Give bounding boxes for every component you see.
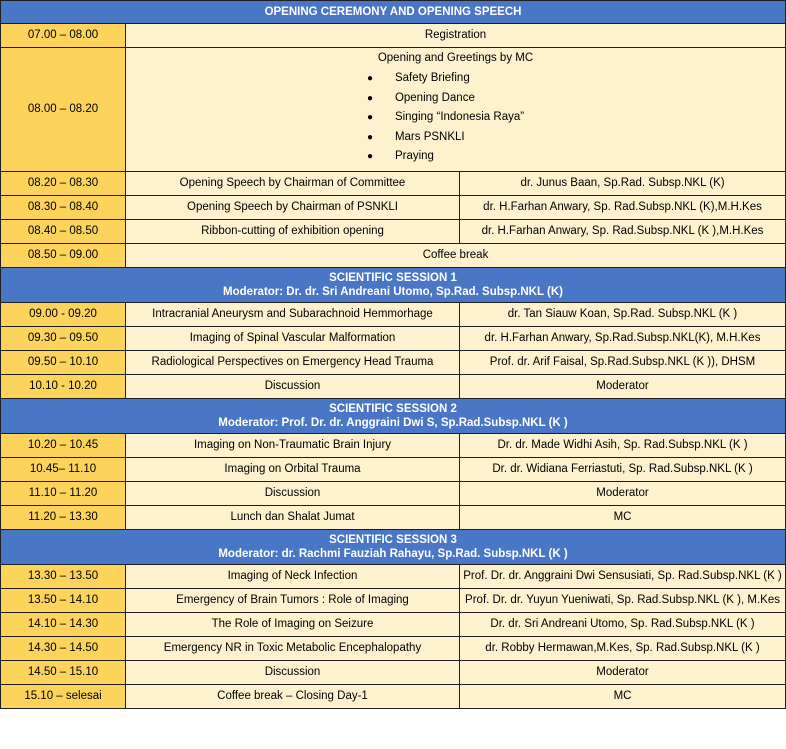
speaker-cell: Dr. dr. Widiana Ferriastuti, Sp. Rad.Subsp.NKL (K ) [460,457,786,481]
session-moderator [4,285,782,299]
moderator-label: Moderator: [218,416,279,429]
speaker-cell: Moderator [460,374,786,398]
list-item [367,89,524,109]
list-item-label: Opening Dance [394,91,475,104]
event-cell: Imaging of Neck Infection [126,564,460,588]
table-row [1,433,786,457]
table-row [1,302,786,326]
time-cell: 10.45– 11.10 [1,457,126,481]
speaker-cell: MC [460,505,786,529]
time-cell: 08.20 – 08.30 [1,171,126,195]
session-title: SCIENTIFIC SESSION 2 [329,402,457,415]
table-row [1,505,786,529]
time-cell: 08.50 – 09.00 [1,243,126,267]
speaker-cell: Dr. dr. Made Widhi Asih, Sp. Rad.Subsp.NKL (K ) [460,433,786,457]
table-row [1,660,786,684]
list-item-label: Safety Briefing [394,72,470,85]
moderator-name: Dr. dr. Sri Andreani Utomo, Sp.Rad. Subsp.NKL (K) [283,285,563,298]
session-2-header-row [1,398,786,433]
bullet-icon: ● [366,131,373,143]
speaker-cell: dr. H.Farhan Anwary, Sp. Rad.Subsp.NKL (K ),M.H.Kes [460,219,786,243]
speaker-cell: Prof. Dr. dr. Anggraini Dwi Sensusiati, Sp. Rad.Subsp.NKL (K ) [460,564,786,588]
event-cell: Emergency NR in Toxic Metabolic Encephalopathy [126,636,460,660]
time-cell: 10.10 - 10.20 [1,374,126,398]
table-row [1,564,786,588]
table-row [1,195,786,219]
event-cell: The Role of Imaging on Seizure [126,612,460,636]
session-moderator [4,416,782,430]
moderator-name: Prof. Dr. dr. Anggraini Dwi S, Sp.Rad.Subsp.NKL (K ) [278,416,568,429]
table-row [1,374,786,398]
time-cell: 13.50 – 14.10 [1,588,126,612]
opening-header-row [1,1,786,24]
session-moderator [4,547,782,561]
table-row [1,350,786,374]
event-cell: Opening Speech by Chairman of PSNKLI [126,195,460,219]
event-cell: Discussion [126,374,460,398]
time-cell: 15.10 – selesai [1,684,126,708]
table-row [1,243,786,267]
table-row [1,171,786,195]
list-item [367,147,524,167]
table-row [1,47,786,171]
mc-heading: Opening and Greetings by MC [377,52,534,65]
mc-block-cell [126,47,786,171]
event-cell: Registration [126,23,786,47]
table-row [1,326,786,350]
bullet-icon: ● [366,73,373,85]
session-header [1,398,786,433]
speaker-cell: dr. Junus Baan, Sp.Rad. Subsp.NKL (K) [460,171,786,195]
list-item [367,69,524,89]
time-cell: 09.50 – 10.10 [1,350,126,374]
opening-title: OPENING CEREMONY AND OPENING SPEECH [1,1,786,24]
speaker-cell: Prof. dr. Arif Faisal, Sp.Rad.Subsp.NKL (K )), DHSM [460,350,786,374]
event-cell: Opening Speech by Chairman of Committee [126,171,460,195]
speaker-cell: MC [460,684,786,708]
mc-item-list [366,69,525,167]
speaker-cell: dr. H.Farhan Anwary, Sp. Rad.Subsp.NKL (K),M.H.Kes [460,195,786,219]
time-cell: 10.20 – 10.45 [1,433,126,457]
event-cell: Coffee break [126,243,786,267]
speaker-cell: dr. Robby Hermawan,M.Kes, Sp. Rad.Subsp.NKL (K ) [460,636,786,660]
speaker-cell: Dr. dr. Sri Andreani Utomo, Sp. Rad.Subsp.NKL (K ) [460,612,786,636]
event-cell: Ribbon-cutting of exhibition opening [126,219,460,243]
time-cell: 08.00 – 08.20 [1,47,126,171]
table-row [1,636,786,660]
speaker-cell: Prof. Dr. dr. Yuyun Yueniwati, Sp. Rad.Subsp.NKL (K ), M.Kes [460,588,786,612]
event-cell: Intracranial Aneurysm and Subarachnoid Hemmorhage [126,302,460,326]
bullet-icon: ● [366,92,373,104]
list-item [367,128,524,148]
session-header [1,529,786,564]
list-item-label: Mars PSNKLI [394,130,465,143]
session-1-header-row [1,267,786,302]
time-cell: 14.10 – 14.30 [1,612,126,636]
session-title: SCIENTIFIC SESSION 1 [329,271,457,284]
speaker-cell: dr. H.Farhan Anwary, Sp.Rad.Subsp.NKL(K), M.H.Kes [460,326,786,350]
event-cell: Emergency of Brain Tumors : Role of Imaging [126,588,460,612]
bullet-icon: ● [366,112,373,124]
list-item-label: Singing “Indonesia Raya” [394,111,525,124]
time-cell: 13.30 – 13.50 [1,564,126,588]
time-cell: 11.10 – 11.20 [1,481,126,505]
speaker-cell: dr. Tan Siauw Koan, Sp.Rad. Subsp.NKL (K ) [460,302,786,326]
event-cell: Discussion [126,481,460,505]
event-cell: Imaging on Orbital Trauma [126,457,460,481]
time-cell: 09.00 - 09.20 [1,302,126,326]
time-cell: 14.50 – 15.10 [1,660,126,684]
time-cell: 14.30 – 14.50 [1,636,126,660]
table-row [1,612,786,636]
moderator-label: Moderator: [223,285,284,298]
time-cell: 11.20 – 13.30 [1,505,126,529]
moderator-name: dr. Rachmi Fauziah Rahayu, Sp.Rad. Subsp.NKL (K ) [278,547,568,560]
moderator-label: Moderator: [218,547,279,560]
time-cell: 08.30 – 08.40 [1,195,126,219]
time-cell: 09.30 – 09.50 [1,326,126,350]
session-header [1,267,786,302]
session-3-header-row [1,529,786,564]
time-cell: 08.40 – 08.50 [1,219,126,243]
event-cell: Imaging of Spinal Vascular Malformation [126,326,460,350]
list-item [367,108,524,128]
table-row [1,481,786,505]
table-row [1,23,786,47]
event-cell: Lunch dan Shalat Jumat [126,505,460,529]
bullet-icon: ● [366,151,373,163]
event-cell: Imaging on Non-Traumatic Brain Injury [126,433,460,457]
table-row [1,588,786,612]
event-cell: Discussion [126,660,460,684]
session-title: SCIENTIFIC SESSION 3 [329,533,457,546]
time-cell: 07.00 – 08.00 [1,23,126,47]
list-item-label: Praying [394,150,434,163]
speaker-cell: Moderator [460,481,786,505]
table-row [1,457,786,481]
speaker-cell: Moderator [460,660,786,684]
table-row [1,684,786,708]
event-cell: Coffee break – Closing Day-1 [126,684,460,708]
table-row [1,219,786,243]
event-cell: Radiological Perspectives on Emergency Head Trauma [126,350,460,374]
